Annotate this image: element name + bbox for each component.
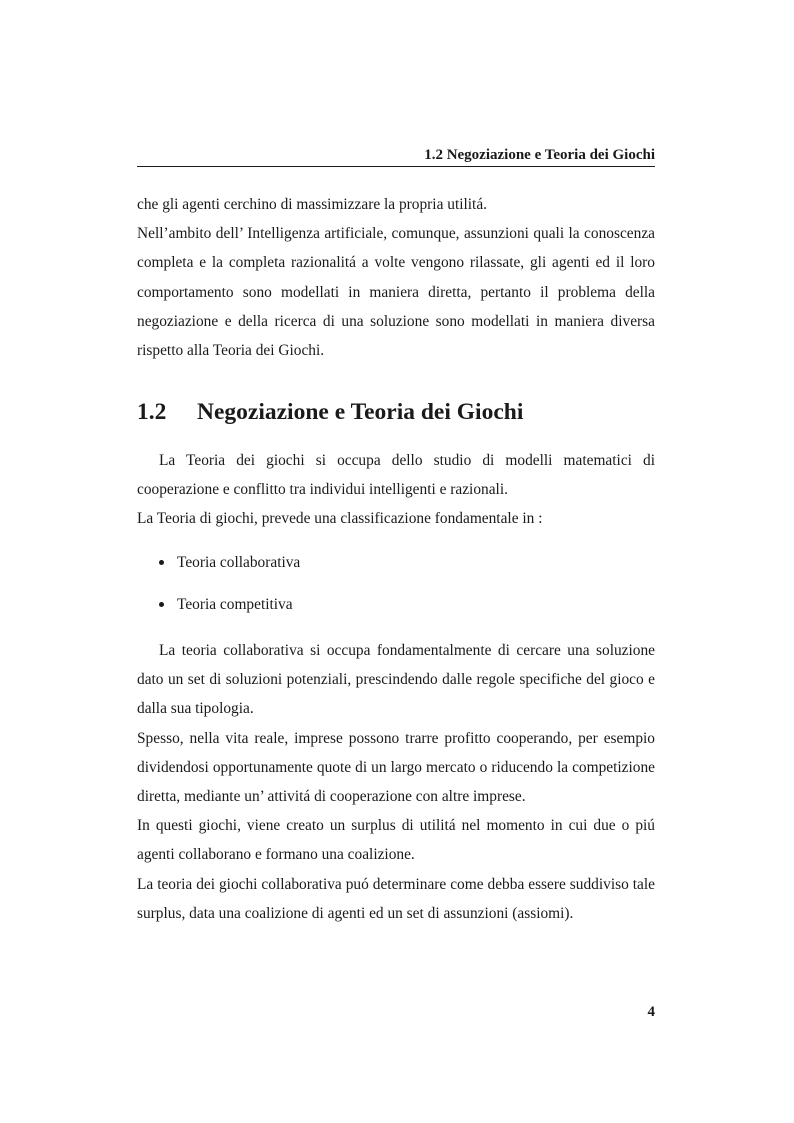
paragraph: La Teoria di giochi, prevede una classificazione fondamentale in : [137, 510, 543, 528]
bullet-icon [159, 560, 164, 565]
list-item-label: Teoria collaborativa [177, 554, 301, 571]
running-head: 1.2 Negoziazione e Teoria dei Giochi [424, 147, 655, 163]
bullet-icon [159, 602, 164, 607]
body-text [137, 636, 655, 928]
paragraph: La Teoria dei giochi si occupa dello studio di modelli matematici di cooperazione e conflitto tra individui intelligenti e razionali. [137, 452, 655, 499]
paragraph: che gli agenti cerchino di massimizzare la propria utilitá. [137, 196, 488, 213]
list-item-label: Teoria competitiva [177, 596, 293, 613]
page-number: 4 [647, 1004, 655, 1020]
section-intro-text [137, 446, 655, 534]
section-heading [137, 396, 655, 428]
section-number: 1.2 [137, 399, 167, 425]
list-item [137, 590, 655, 619]
intro-text [137, 190, 655, 365]
paragraph: In questi giochi, viene creato un surplus di utilitá nel momento in cui due o piú agenti collaborano e formano una coalizione. [137, 817, 655, 864]
paragraph: La teoria collaborativa si occupa fondamentalmente di cercare una soluzione dato un set di soluzioni potenziali, prescindendo dalle regole specifiche del gioco e dalla sua tipologia. [137, 642, 655, 718]
bullet-list [137, 548, 655, 632]
header-rule [137, 166, 655, 167]
section-title: Negoziazione e Teoria dei Giochi [197, 399, 524, 425]
paragraph: Nell’ambito dell’ Intelligenza artificiale, comunque, assunzioni quali la conoscenza completa e la completa razionalitá a volte vengono rilassate, gli agenti ed il loro comportamento sono modellati in maniera diretta, pertanto il problema della negoziazione e della ricerca di una soluzione sono modellati in maniera diversa rispetto alla Teoria dei Giochi. [137, 225, 655, 360]
list-item [137, 548, 655, 577]
paragraph: Spesso, nella vita reale, imprese possono trarre profitto cooperando, per esempio dividendosi opportunamente quote di un largo mercato o riducendo la competizione diretta, mediante un’ attivitá di cooperazione con altre imprese. [137, 729, 655, 806]
paragraph: La teoria dei giochi collaborativa puó determinare come debba essere suddiviso tale surplus, data una coalizione di agenti ed un set di assunzioni (assiomi). [137, 875, 655, 922]
